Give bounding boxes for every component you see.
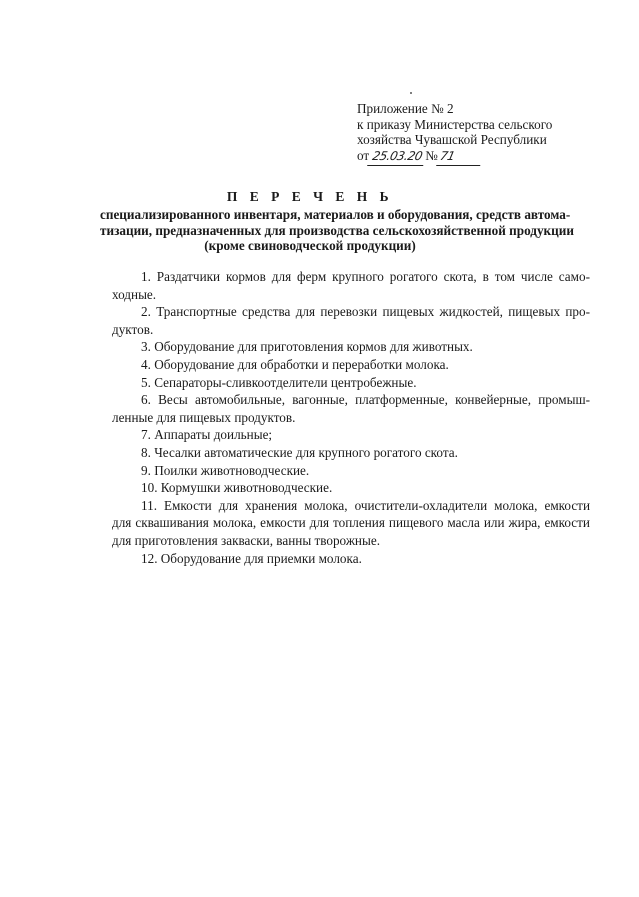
list-item-line: для сквашивания молока, емкости для топления пищевого масла или жира, емкости — [112, 515, 590, 531]
list-item-line: 1. Раздатчики кормов для ферм крупного рогатого скота, в том числе само- — [141, 269, 590, 284]
appendix-line-1: Приложение № 2 — [357, 101, 454, 116]
list-item-line: ходные. — [112, 286, 157, 302]
scan-speck — [410, 92, 412, 94]
list-item-line: 7. Аппараты доильные; — [141, 427, 273, 443]
equipment-list — [112, 268, 590, 567]
list-item — [112, 374, 590, 392]
list-item-line: 6. Весы автомобильные, вагонные, платформенные, конвейерные, промыш- — [141, 392, 590, 408]
list-item-line: 8. Чесалки автоматические для крупного рогатого скота. — [141, 444, 458, 460]
list-item-line: 2. Транспортные средства для перевозки пищевых жидкостей, пищевых про- — [141, 304, 590, 320]
subtitle-line-1: специализированного инвентаря, материалов и оборудования, средств автома- — [100, 207, 571, 222]
list-item — [112, 550, 590, 568]
date-prefix: от — [357, 147, 370, 163]
list-item — [112, 303, 590, 338]
list-item-line: 4. Оборудование для обработки и переработки молока. — [141, 356, 449, 372]
list-item — [112, 338, 590, 356]
list-item-line: для приготовления закваски, ванны творожные. — [112, 532, 381, 548]
number-prefix: № — [425, 147, 438, 163]
list-item-line: 12. Оборудование для приемки молока. — [141, 550, 362, 566]
appendix-date-line — [357, 148, 607, 166]
list-item — [112, 462, 590, 480]
list-item-line: 3. Оборудование для приготовления кормов для животных. — [141, 339, 473, 355]
document-title-block — [100, 187, 574, 254]
appendix-line-3: хозяйства Чувашской Республики — [357, 132, 547, 147]
appendix-header — [357, 101, 607, 165]
list-item — [112, 391, 590, 426]
list-item — [112, 479, 590, 497]
subtitle-line-3: (кроме свиноводческой продукции) — [204, 238, 416, 253]
list-item-line: 11. Емкости для хранения молока, очистители-охладители молока, емкости — [141, 497, 590, 513]
handwritten-date: 25.03.20 — [367, 149, 427, 166]
list-item — [112, 426, 590, 444]
list-item-line: ленные для пищевых продуктов. — [112, 409, 296, 425]
list-item — [112, 444, 590, 462]
list-item-line: дуктов. — [112, 321, 154, 337]
list-item-line: 10. Кормушки животноводческие. — [141, 480, 333, 496]
list-item-line: 5. Сепараторы-сливкоотделители центробежные. — [141, 374, 417, 390]
document-title: П Е Р Е Ч Е Н Ь — [226, 189, 394, 204]
subtitle-line-2: тизации, предназначенных для производства сельскохозяйственной продукции — [100, 222, 574, 238]
list-item — [112, 497, 590, 550]
list-item-line: 9. Поилки животноводческие. — [141, 462, 310, 478]
appendix-line-2: к приказу Министерства сельского — [357, 116, 553, 132]
document-subtitle — [100, 207, 574, 254]
list-item — [112, 268, 590, 303]
handwritten-number: 71 — [436, 149, 484, 166]
list-item — [112, 356, 590, 374]
